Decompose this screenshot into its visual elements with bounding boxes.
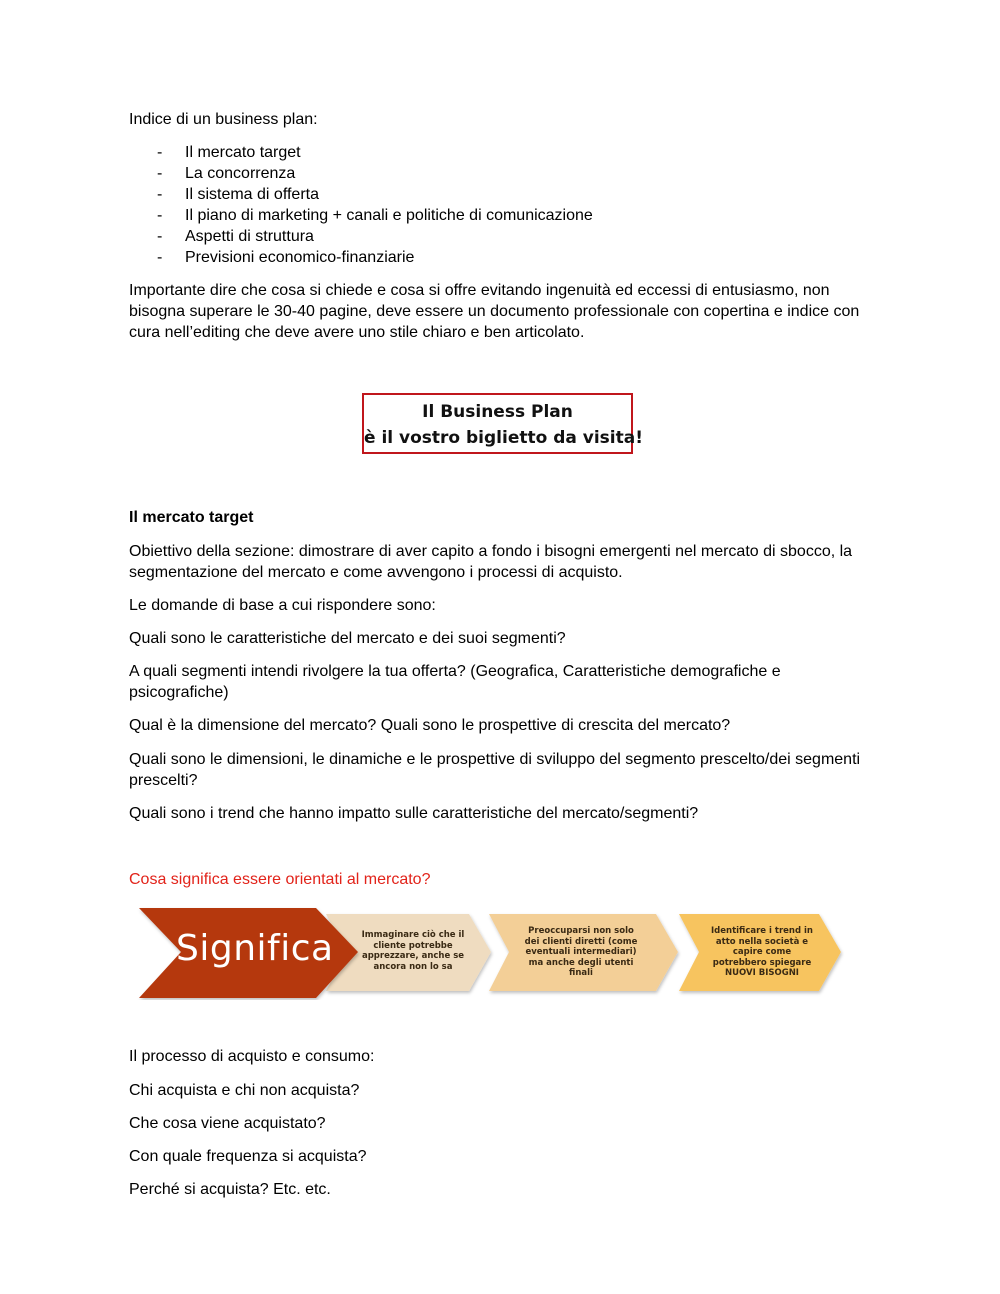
index-list xyxy=(129,142,593,268)
process-question: Chi acquista e chi non acquista? xyxy=(129,1082,360,1099)
list-item-label: Il mercato target xyxy=(185,144,301,161)
list-item xyxy=(129,184,593,205)
chevron-text-line: Preoccuparsi non solo xyxy=(528,926,634,936)
chevron-text-line: atto nella società e xyxy=(715,936,809,947)
callout-line-1: Il Business Plan xyxy=(422,402,573,422)
chevron-text-line: potrebbero spiegare xyxy=(712,957,812,968)
intro-paragraph: Importante dire che cosa si chiede e cosa si offre evitando ingenuità ed eccessi di entusiasmo, non bisogna superare le 30-40 pagine, deve essere un documento professionale con copertina e indice con cura nell’editing che deve avere uno stile chiaro e ben articolato. xyxy=(129,282,860,341)
list-item xyxy=(129,226,593,247)
chevron-text-line: capire come xyxy=(732,947,792,957)
list-item xyxy=(129,163,593,184)
chevron-step-3-text xyxy=(701,926,823,979)
chevron-step-2-text xyxy=(516,926,646,979)
process-question: Perché si acquista? Etc. etc. xyxy=(129,1181,331,1198)
chevron-text-line: ma anche degli utenti xyxy=(528,957,634,968)
business-plan-callout xyxy=(362,393,643,454)
chevron-text-line: ancora non lo sa xyxy=(373,961,453,972)
chevron-text-line: Immaginare ciò che il xyxy=(361,930,465,940)
section-title: Il mercato target xyxy=(129,509,254,526)
section-paragraph: Quali sono le caratteristiche del mercato e dei suoi segmenti? xyxy=(129,630,566,647)
list-item xyxy=(129,205,593,226)
list-item xyxy=(129,142,593,163)
chevron-step-1-text xyxy=(358,930,468,972)
index-heading: Indice di un business plan: xyxy=(129,111,318,128)
process-question: Con quale frequenza si acquista? xyxy=(129,1148,367,1165)
section-paragraph: Quali sono le dimensioni, le dinamiche e le prospettive di sviluppo del segmento prescelto/dei segmenti prescelti? xyxy=(129,751,861,789)
chevron-text-line: dei clienti diretti (come xyxy=(524,936,638,947)
chevron-text-line: NUOVI BISOGNI xyxy=(725,968,799,978)
list-dash: - xyxy=(157,228,163,245)
list-dash: - xyxy=(157,249,163,266)
process-question: Che cosa viene acquistato? xyxy=(129,1115,326,1132)
section-paragraph: Obiettivo della sezione: dimostrare di aver capito a fondo i bisogni emergenti nel mercato di sbocco, la segmentazione del mercato e come avvengono i processi di acquisto. xyxy=(129,543,853,581)
process-heading: Il processo di acquisto e consumo: xyxy=(129,1048,375,1065)
section-paragraph: Qual è la dimensione del mercato? Quali sono le prospettive di crescita del mercato? xyxy=(129,717,731,734)
orientation-question: Cosa significa essere orientati al mercato? xyxy=(129,871,431,888)
list-item-label: Il piano di marketing + canali e politiche di comunicazione xyxy=(185,207,593,224)
section-paragraph: Quali sono i trend che hanno impatto sulle caratteristiche del mercato/segmenti? xyxy=(129,805,699,822)
callout-line-2: è il vostro biglietto da visita! xyxy=(364,428,643,448)
section-paragraph: A quali segmenti intendi rivolgere la tua offerta? (Geografica, Caratteristiche demografiche e psicografiche) xyxy=(129,663,781,701)
list-dash: - xyxy=(157,165,163,182)
list-dash: - xyxy=(157,207,163,224)
list-item xyxy=(129,247,593,268)
list-item-label: La concorrenza xyxy=(185,165,296,182)
chevron-text-line: eventuali intermediari) xyxy=(525,947,637,957)
list-dash: - xyxy=(157,144,163,161)
chevron-text-line: Identificare i trend in xyxy=(711,926,813,936)
chevron-text-line: apprezzare, anche se xyxy=(361,951,465,961)
chevron-text-line: cliente potrebbe xyxy=(373,940,453,951)
list-item-label: Previsioni economico-finanziarie xyxy=(185,249,415,266)
list-item-label: Il sistema di offerta xyxy=(185,186,319,203)
list-dash: - xyxy=(157,186,163,203)
list-item-label: Aspetti di struttura xyxy=(185,228,314,245)
section-paragraph: Le domande di base a cui rispondere sono: xyxy=(129,597,436,614)
significa-label: Significa xyxy=(176,928,334,969)
significa-diagram xyxy=(136,906,846,1000)
chevron-text-line: finali xyxy=(569,968,593,978)
